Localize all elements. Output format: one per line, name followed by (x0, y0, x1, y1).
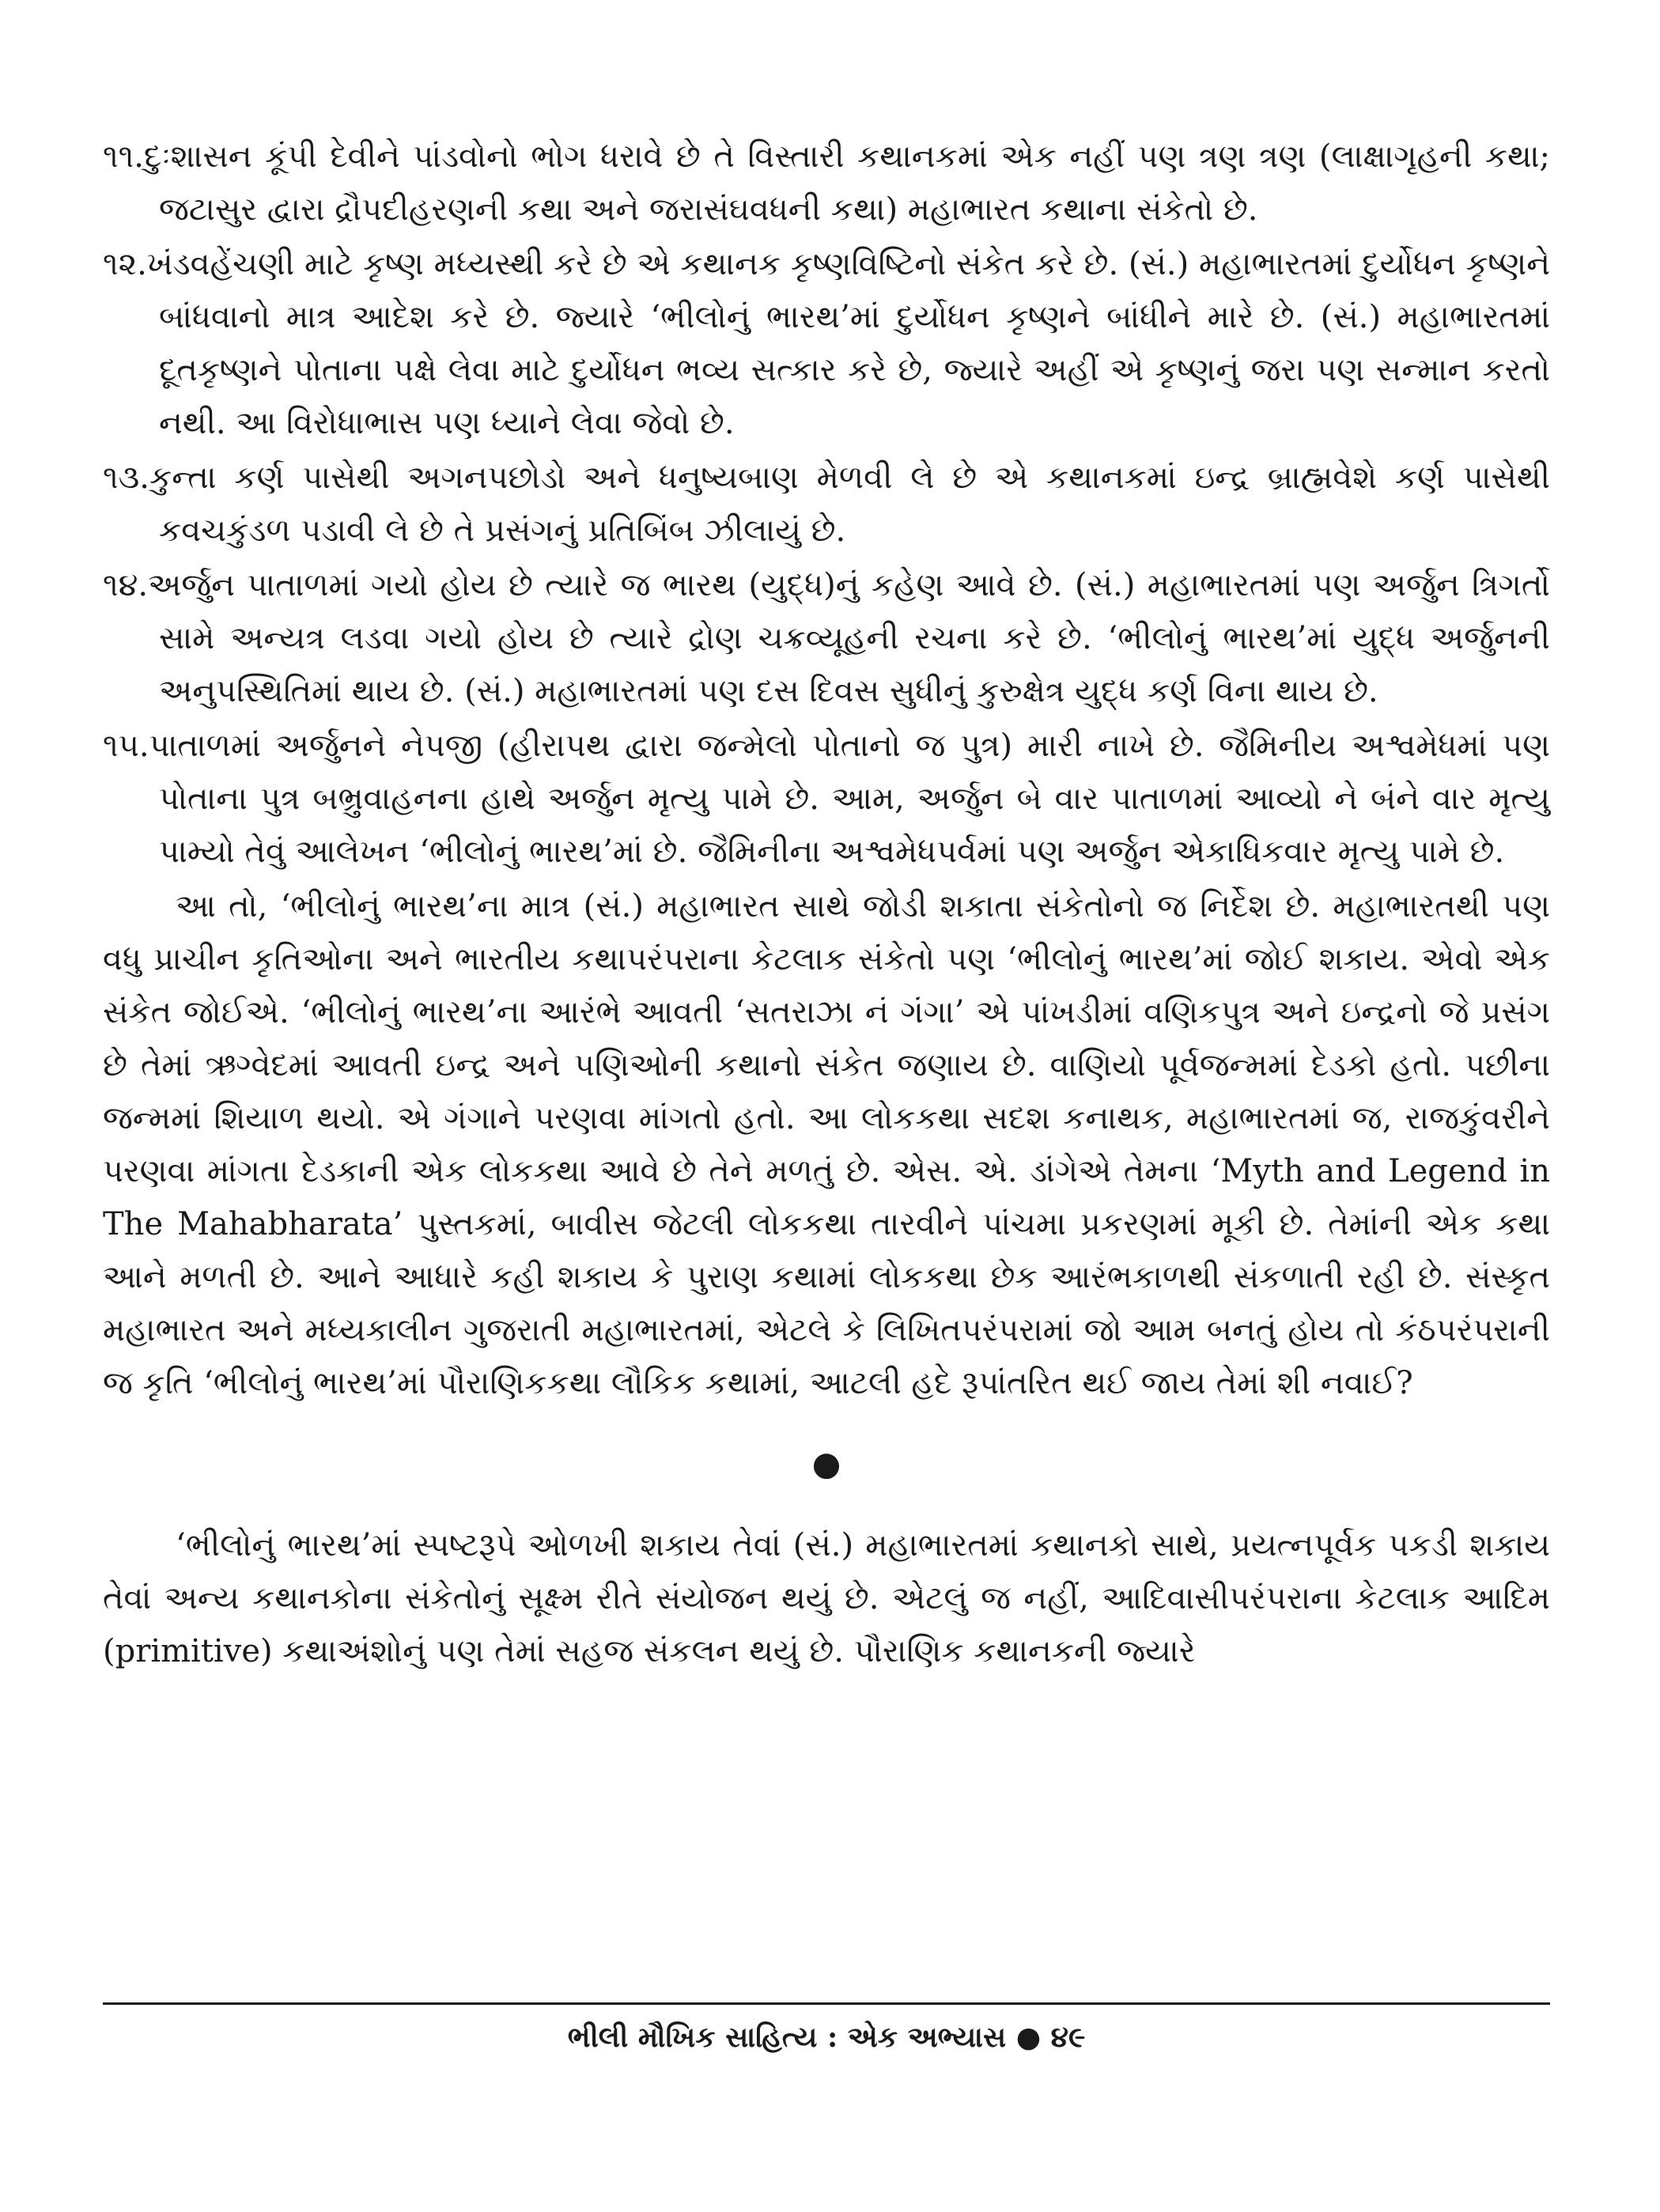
list-item-number: ૧૪. (103, 567, 149, 603)
list-item-13 (103, 452, 1550, 558)
list-item-number: ૧૫. (103, 728, 149, 764)
list-item-14 (103, 559, 1550, 718)
list-item-15 (103, 720, 1550, 879)
footer-divider (103, 2002, 1550, 2005)
page-content (103, 130, 1550, 1678)
section-separator: ● (811, 1444, 841, 1483)
body-paragraph-2: ‘ભીલોનું ભારથ’માં સ્પષ્ટરૂપે ઓળખી શકાય તેવાં (સં.) મહાભારતમાં કથાનકો સાથે, પ્રયત્નપૂર્વક પકડી શકાય તેવાં અન્ય કથાનકોના સંકેતોનું સૂક્ષ્મ રીતે સંયોજન થયું છે. એટલું જ નહીં, આદિવાસીપરંપરાના કેટલાક આદિમ (primitive) કથાઅંશોનું પણ તેમાં સહજ સંકલન થયું છે. પૌરાણિક કથાનકની જ્યારે (103, 1527, 1550, 1669)
list-item-text: કુન્તા કર્ણ પાસેથી અગનપછોડો અને ધનુષ્યબાણ મેળવી લે છે એ કથાનકમાં ઇન્દ્ર બ્રાહ્મવેશે કર્ણ પાસેથી કવચકુંડળ પડાવી લે છે તે પ્રસંગનું પ્રતિબિંબ ઝીલાયું છે. (149, 459, 1550, 549)
list-item-text: દુઃશાસન કૂંપી દેવીને પાંડવોનો ભોગ ધરાવે છે તે વિસ્તારી કથાનકમાં એક નહીં પણ ત્રણ ત્રણ (લાક્ષાગૃહની કથા; જટાસુર દ્વારા દ્રૌપદીહરણની કથા અને જરાસંઘવધની કથા) મહાભારત કથાના સંકેતો છે. (143, 138, 1550, 228)
body-paragraph-1: આ તો, ‘ભીલોનું ભારથ’ના માત્ર (સં.) મહાભારત સાથે જોડી શકાતા સંકેતોનો જ નિર્દેશ છે. મહાભારતથી પણ વધુ પ્રાચીન કૃતિઓના અને ભારતીય કથાપરંપરાના કેટલાક સંકેતો પણ ‘ભીલોનું ભારથ’માં જોઈ શકાય. એવો એક સંકેત જોઈએ. ‘ભીલોનું ભારથ’ના આરંભે આવતી ‘સતરાઝા નં ગંગા’ એ પાંખડીમાં વણિકપુત્ર અને ઇન્દ્રનો જે પ્રસંગ છે તેમાં ઋગ્વેદમાં આવતી ઇન્દ્ર અને પણિઓની કથાનો સંકેત જણાય છે. વાણિયો પૂર્વજન્મમાં દેડકો હતો. પછીના જન્મમાં શિયાળ થયો. એ ગંગાને પરણવા માંગતો હતો. આ લોકકથા સદશ કનાથક, મહાભારતમાં જ, રાજકુંવરીને પરણવા માંગતા દેડકાની એક લોકકથા આવે છે તેને મળતું છે. એસ. એ. ડાંગેએ તેમના ‘Myth and Legend in The Mahabharata’ પુસ્તકમાં, બાવીસ જેટલી લોકકથા તારવીને પાંચમા પ્રકરણમાં મૂકી છે. તેમાંની એક કથા આને મળતી છે. આને આધારે કહી શકાય કે પુરાણ કથામાં લોકકથા છેક આરંભકાળથી સંકળાતી રહી છે. સંસ્કૃત મહાભારત અને મધ્યકાલીન ગુજરાતી મહાભારતમાં, એટલે કે લિખિતપરંપરામાં જો આમ બનતું હોય તો કંઠપરંપરાની જ કૃતિ ‘ભીલોનું ભારથ’માં પૌરાણિકકથા લૌકિક કથામાં, આટલી હદે રૂપાંતરિત થઈ જાય તેમાં શી નવાઈ? (103, 888, 1550, 1401)
list-item-text: ખંડવહેંચણી માટે કૃષ્ણ મધ્યસ્થી કરે છે એ કથાનક કૃષ્ણવિષ્ટિનો સંકેત કરે છે. (સં.) મહાભારતમાં દુર્યોધન કૃષ્ણને બાંધવાનો માત્ર આદેશ કરે છે. જ્યારે ‘ભીલોનું ભારથ’માં દુર્યોધન કૃષ્ણને બાંધીને મારે છે. (સં.) મહાભારતમાં દૂતકૃષ્ણને પોતાના પક્ષે લેવા માટે દુર્યોધન ભવ્ય સત્કાર કરે છે, જ્યારે અહીં એ કૃષ્ણનું જરા પણ સન્માન કરતો નથી. આ વિરોધાભાસ પણ ધ્યાને લેવા જેવો છે. (146, 246, 1550, 441)
list-item-12 (103, 238, 1550, 450)
footer-book-title: ભીલી મૌખિક સાહિત્ય : એક અભ્યાસ (567, 2021, 1007, 2054)
list-item-number: ૧૨. (103, 246, 147, 282)
list-item-text: પાતાળમાં અર્જુનને નેપજી (હીરાપથ દ્વારા જન્મેલો પોતાનો જ પુત્ર) મારી નાખે છે. જૈમિનીય અશ્વમેધમાં પણ પોતાના પુત્ર બભ્રુવાહનના હાથે અર્જુન મૃત્યુ પામે છે. આમ, અર્જુન બે વાર પાતાળમાં આવ્યો ને બંને વાર મૃત્યુ પામ્યો તેવું આલેખન ‘ભીલોનું ભારથ’માં છે. જૈમિનીના અશ્વમેધપર્વમાં પણ અર્જુન એકાધિકવાર મૃત્યુ પામે છે. (149, 728, 1550, 870)
list-item-number: ૧૩. (103, 459, 149, 496)
list-item-11 (103, 130, 1550, 236)
list-item-number: ૧૧. (103, 138, 144, 175)
footer-bullet: ● (1015, 2021, 1042, 2054)
list-item-text: અર્જુન પાતાળમાં ગયો હોય છે ત્યારે જ ભારથ (યુદ્ધ)નું કહેણ આવે છે. (સં.) મહાભારતમાં પણ અર્જુન ત્રિગર્તો સામે અન્યત્ર લડવા ગયો હોય છે ત્યારે દ્રોણ ચક્રવ્યૂહની રચના કરે છે. ‘ભીલોનું ભારથ’માં યુદ્ધ અર્જુનની અનુપસ્થિતિમાં થાય છે. (સં.) મહાભારતમાં પણ દસ દિવસ સુધીનું કુરુક્ષેત્ર યુદ્ધ કર્ણ વિના થાય છે. (148, 567, 1550, 709)
page-footer (103, 2017, 1550, 2058)
footer-page-number: ૪૯ (1050, 2021, 1086, 2054)
